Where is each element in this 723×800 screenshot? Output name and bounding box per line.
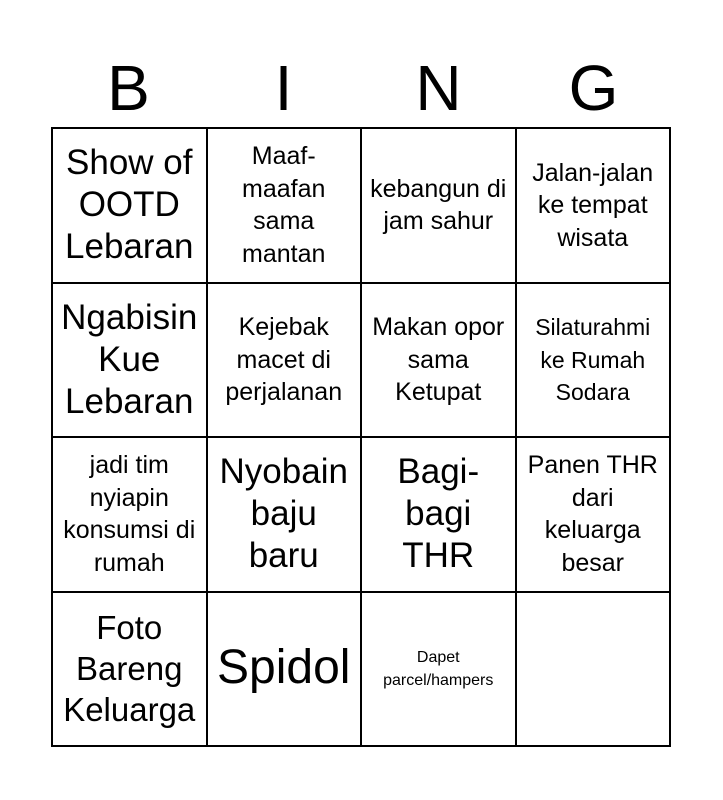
bingo-cell-r3c1[interactable]: jadi tim nyiapin konsumsi di rumah — [53, 438, 208, 593]
bingo-cell-r1c4[interactable]: Jalan-jalan ke tempat wisata — [517, 129, 672, 284]
bingo-cell-r3c4[interactable]: Panen THR dari keluarga besar — [517, 438, 672, 593]
header-letter-b: B — [107, 52, 150, 124]
bingo-cell-r1c2[interactable]: Maaf-maafan sama mantan — [208, 129, 363, 284]
bingo-header — [51, 48, 671, 128]
bingo-grid — [51, 127, 671, 747]
bingo-cell-r2c2[interactable]: Kejebak macet di perjalanan — [208, 284, 363, 439]
header-letter-g: G — [568, 52, 619, 124]
bingo-cell-r4c4[interactable] — [517, 593, 672, 748]
bingo-cell-r2c3[interactable]: Makan opor sama Ketupat — [362, 284, 517, 439]
bingo-cell-r4c1[interactable]: Foto Bareng Keluarga — [53, 593, 208, 748]
bingo-cell-r3c3[interactable]: Bagi-bagi THR — [362, 438, 517, 593]
bingo-cell-r3c2[interactable]: Nyobain baju baru — [208, 438, 363, 593]
bingo-cell-r4c3[interactable]: Dapet parcel/hampers — [362, 593, 517, 748]
bingo-cell-r1c3[interactable]: kebangun di jam sahur — [362, 129, 517, 284]
bingo-cell-r2c1[interactable]: Ngabisin Kue Lebaran — [53, 284, 208, 439]
bingo-cell-r1c1[interactable]: Show of OOTD Lebaran — [53, 129, 208, 284]
header-letter-n: N — [415, 52, 462, 124]
bingo-cell-r2c4[interactable]: Silaturahmi ke Rumah Sodara — [517, 284, 672, 439]
header-letter-i: I — [274, 52, 293, 124]
bingo-cell-r4c2[interactable]: Spidol — [208, 593, 363, 748]
